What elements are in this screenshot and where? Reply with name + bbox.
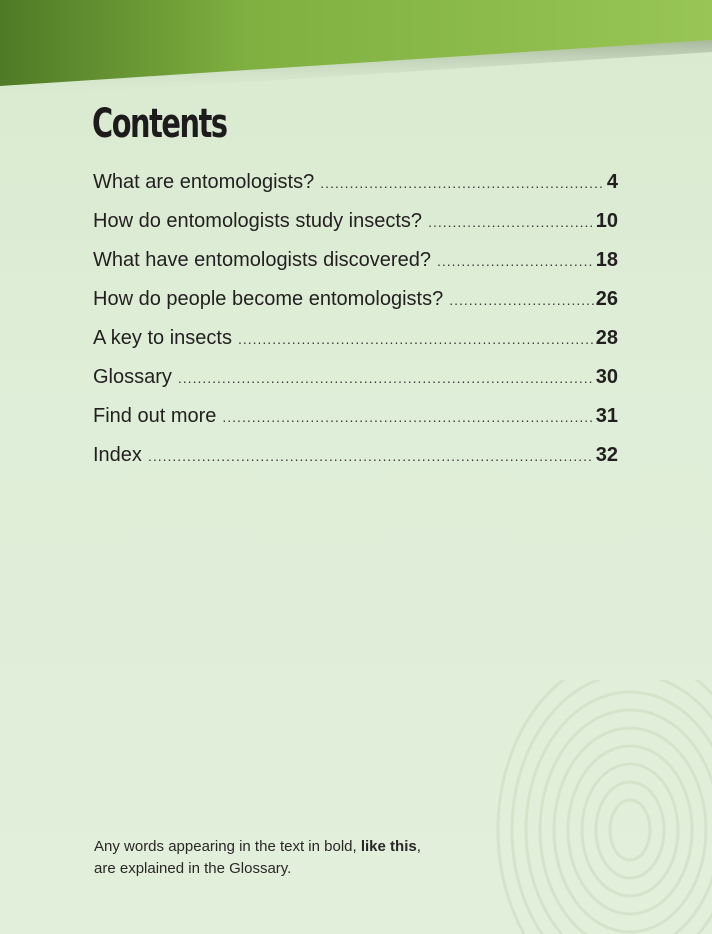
- toc-dot-leader: [238, 331, 594, 347]
- toc-dot-leader: [148, 448, 594, 464]
- toc-entry-page: 30: [595, 366, 618, 388]
- toc-entry[interactable]: [93, 327, 618, 366]
- toc-entry-label: How do people become entomologists?: [93, 288, 444, 310]
- toc-entry[interactable]: [93, 405, 618, 444]
- toc-entry-label: How do entomologists study insects?: [93, 210, 423, 232]
- glossary-note-comma: ,: [416, 838, 421, 855]
- toc-dot-leader: [449, 292, 594, 308]
- toc-entry-label: Glossary: [93, 366, 172, 388]
- table-of-contents: [93, 171, 618, 483]
- toc-entry-page: 4: [606, 171, 618, 193]
- toc-entry-page: 18: [595, 249, 618, 271]
- glossary-note-bold-example: like this: [360, 838, 417, 855]
- toc-entry-page: 26: [595, 288, 618, 310]
- toc-entry[interactable]: [93, 210, 618, 249]
- toc-entry-page: 32: [595, 444, 618, 466]
- toc-dot-leader: [178, 370, 594, 386]
- toc-entry-label: What have entomologists discovered?: [93, 249, 431, 271]
- toc-dot-leader: [222, 409, 593, 425]
- toc-entry[interactable]: [93, 171, 618, 210]
- toc-dot-leader: [428, 214, 594, 230]
- toc-entry-label: Index: [93, 444, 142, 466]
- page-title: Contents: [92, 101, 227, 147]
- glossary-note-line-2: are explained in the Glossary.: [94, 860, 292, 877]
- toc-entry[interactable]: [93, 444, 618, 483]
- toc-entry-label: Find out more: [93, 405, 217, 427]
- toc-entry-label: A key to insects: [93, 327, 232, 349]
- toc-entry[interactable]: [93, 249, 618, 288]
- glossary-note: [94, 836, 494, 880]
- toc-entry[interactable]: [93, 366, 618, 405]
- toc-entry-page: 10: [595, 210, 618, 232]
- toc-entry-page: 28: [595, 327, 618, 349]
- toc-entry[interactable]: [93, 288, 618, 327]
- fingerprint-watermark: [440, 680, 712, 934]
- glossary-note-text: Any words appearing in the text in bold,: [94, 838, 361, 855]
- green-header-band: [0, 0, 712, 95]
- toc-dot-leader: [437, 253, 594, 269]
- toc-entry-label: What are entomologists?: [93, 171, 315, 193]
- toc-entry-page: 31: [595, 405, 618, 427]
- toc-dot-leader: [320, 175, 605, 191]
